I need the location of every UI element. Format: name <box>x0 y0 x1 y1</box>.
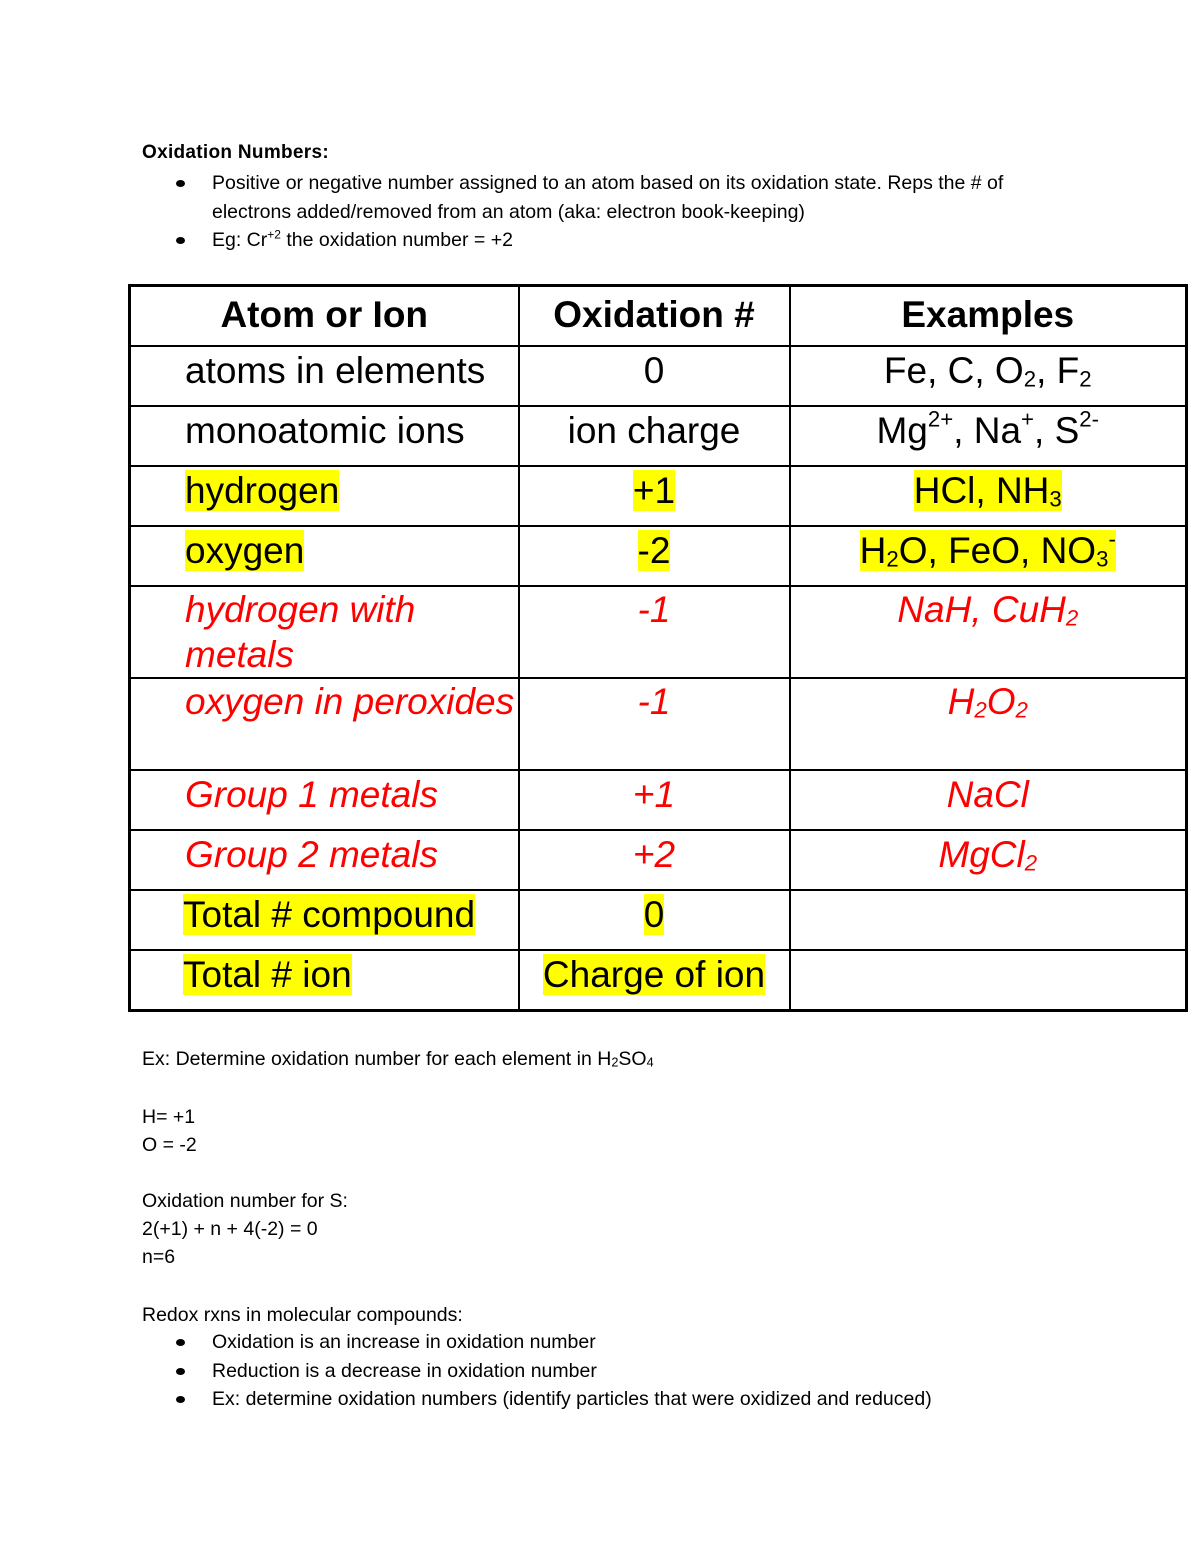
cell-atom <box>130 950 519 1011</box>
cell-examples: Fe, C, $O_2$, $F_2$ <box>790 346 1187 406</box>
table-row <box>130 406 1187 466</box>
cell-atom <box>130 526 519 586</box>
section-heading: Oxidation Numbers: <box>142 142 329 163</box>
list-item <box>142 169 1082 226</box>
superscript: +2 <box>267 227 281 242</box>
header-atom: Atom or Ion <box>130 286 519 347</box>
table-row <box>130 950 1187 1011</box>
cell-examples: NaCl <box>790 770 1187 830</box>
highlighted-text: Total # compound <box>183 894 476 935</box>
bullet-text: Reduction is a decrease in oxidation number <box>212 1359 597 1382</box>
cell-atom: oxygen in peroxides <box>130 678 519 770</box>
s-title-line: Oxidation number for S: <box>142 1190 348 1212</box>
cell-ox <box>519 890 790 950</box>
oxidation-table <box>128 284 1188 1012</box>
bullet-text: the oxidation number = +2 <box>280 229 513 251</box>
table-row <box>130 586 1187 678</box>
highlighted-text: 0 <box>643 894 665 935</box>
result-line: n=6 <box>142 1246 176 1268</box>
equation-line: 2(+1) + n + 4(-2) = 0 <box>142 1218 318 1240</box>
cell-atom: atoms in elements <box>130 346 519 406</box>
cell-ox <box>519 466 790 526</box>
table-row <box>130 890 1187 950</box>
header-examples: Examples <box>790 286 1187 347</box>
cell-ox: -1 <box>519 678 790 770</box>
cell-atom <box>130 466 519 526</box>
table-header-row <box>130 286 1187 347</box>
highlighted-text: HCl, $NH_3$ <box>913 470 1062 512</box>
highlighted-text: hydrogen <box>185 470 340 511</box>
table-row <box>130 678 1187 770</box>
list-item <box>142 1328 1102 1357</box>
highlighted-text: Charge of ion <box>542 954 766 995</box>
redox-title: Redox rxns in molecular compounds: <box>142 1304 463 1326</box>
table-row <box>130 830 1187 890</box>
highlighted-text: Total # ion <box>183 954 352 995</box>
cell-ox <box>519 526 790 586</box>
table-row <box>130 526 1187 586</box>
cell-atom: monoatomic ions <box>130 406 519 466</box>
header-oxidation: Oxidation # <box>519 286 790 347</box>
h-value-line: H= +1 <box>142 1106 196 1128</box>
highlighted-text: -2 <box>637 530 671 571</box>
table-row <box>130 770 1187 830</box>
cell-atom: Group 1 metals <box>130 770 519 830</box>
example-prompt: Ex: Determine oxidation number for each element in $H_2SO_4$ <box>142 1048 654 1070</box>
cell-examples <box>790 526 1187 586</box>
example-text: Ex: Determine oxidation number for each element in H <box>142 1048 612 1070</box>
cell-ox: -1 <box>519 586 790 678</box>
highlighted-text: oxygen <box>185 530 305 571</box>
bullet-text: Ex: determine oxidation numbers (identify particles that were oxidized and reduced) <box>212 1388 932 1410</box>
cell-atom: Group 2 metals <box>130 830 519 890</box>
cell-ox: ion charge <box>519 406 790 466</box>
cell-examples <box>790 890 1187 950</box>
redox-bullet-list <box>142 1328 1102 1414</box>
o-value-line: O = -2 <box>142 1134 197 1156</box>
cell-ox: +1 <box>519 770 790 830</box>
cell-ox <box>519 950 790 1011</box>
example-text: SO <box>618 1048 647 1070</box>
bullet-text: Positive or negative number assigned to an atom based on its oxidation state. Reps the # of electrons added/removed from an atom (aka: electron book-keeping) <box>212 172 1004 223</box>
list-item <box>142 226 1082 255</box>
highlighted-text: $H_2O$, FeO, $NO_3^-$ <box>859 526 1116 572</box>
cell-examples: NaH, CuH$_2$ <box>790 586 1187 678</box>
bullet-text: Eg: Cr <box>212 229 268 251</box>
cell-atom <box>130 890 519 950</box>
cell-ox: +2 <box>519 830 790 890</box>
cell-ox: 0 <box>519 346 790 406</box>
cell-examples: MgCl$_2$ <box>790 830 1187 890</box>
cell-examples: $H_2O_2$ <box>790 678 1187 770</box>
list-item <box>142 1357 1102 1386</box>
cell-examples: $Mg^{2+}$, Na+, $S^{2-}$ <box>790 406 1187 466</box>
intro-bullet-list <box>142 169 1082 255</box>
highlighted-text: +1 <box>632 470 676 511</box>
cell-examples <box>790 950 1187 1011</box>
table-row <box>130 466 1187 526</box>
bullet-text: Oxidation is an increase in oxidation number <box>212 1331 596 1353</box>
cell-atom: hydrogen with metals <box>130 586 519 678</box>
list-item <box>142 1385 1102 1414</box>
table-row <box>130 346 1187 406</box>
cell-examples <box>790 466 1187 526</box>
